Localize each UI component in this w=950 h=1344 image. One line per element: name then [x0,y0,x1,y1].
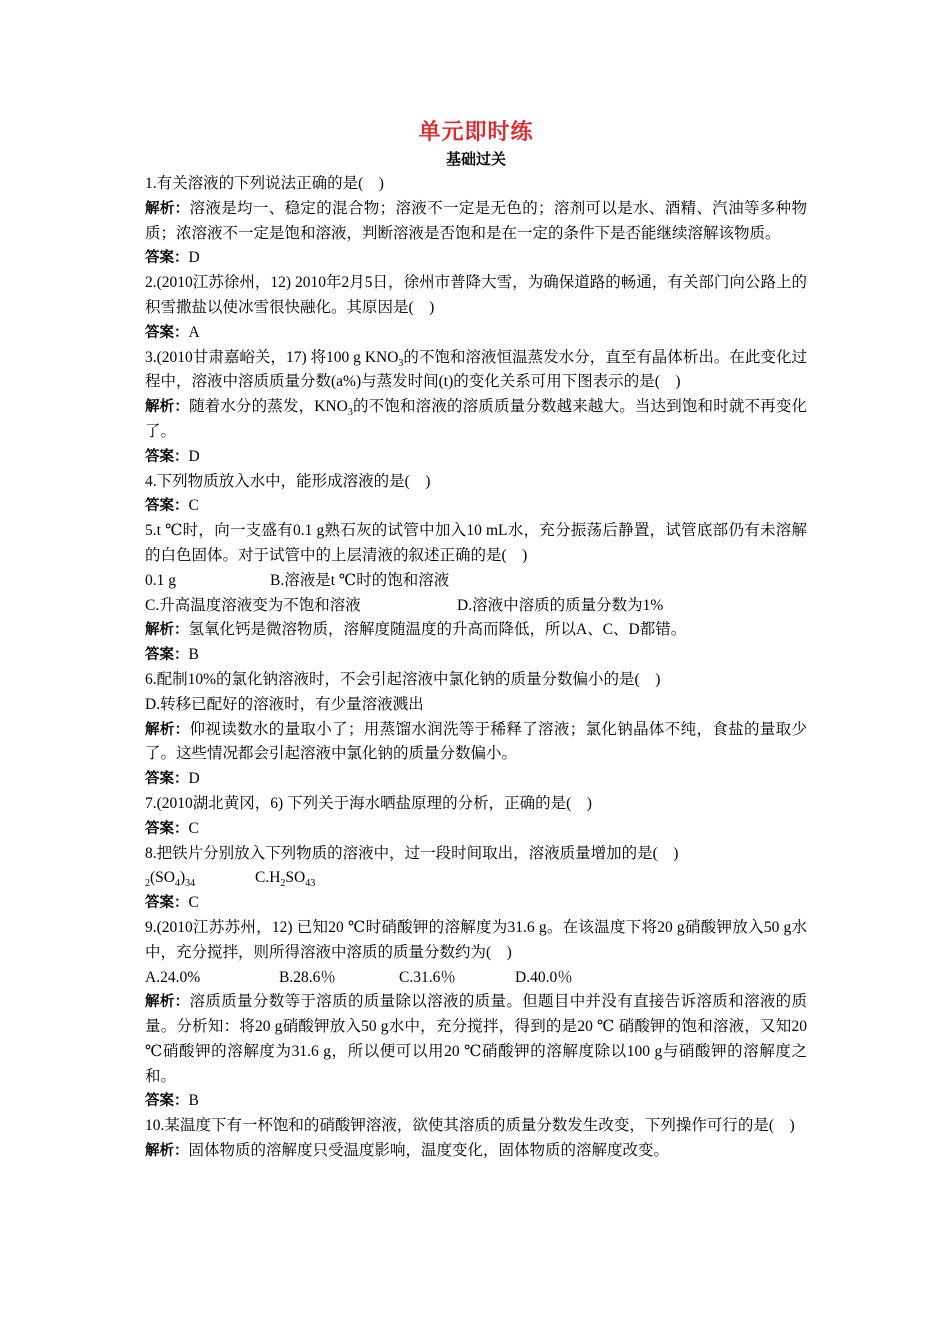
question-10: 10.某温度下有一杯饱和的硝酸钾溶液，欲使其溶质的质量分数发生改变，下列操作可行的是( ) [145,1117,795,1135]
answer-label: 答案： [145,771,189,788]
analysis-label: 解析： [145,1143,189,1160]
option-b: B.28.6％ [279,968,336,986]
subscript: 3 [310,878,316,890]
option-c [255,866,315,891]
answer-label: 答案： [145,1093,189,1110]
analysis-text: 的不饱和溶液的溶质质量分数越来越大。当达到饱和时就不再变化了。 [145,398,807,440]
answer-1 [145,246,807,271]
option-d: D.40.0％ [515,968,573,986]
subscript: 4 [190,878,196,890]
question-text: 3.(2010甘肃嘉峪关，17) 将100 g KNO [145,348,399,366]
answer-value: C [188,894,199,912]
answer-3 [145,445,807,470]
answer-label: 答案： [145,647,189,664]
question-9: 9.(2010江苏苏州，12) 已知20 ℃时硝酸钾的溶解度为31.6 g。在该温度下将20 g硝酸钾放入50 g水中，充分搅拌，则所得溶液中溶质的质量分数约为( ) [145,918,807,961]
answer-5 [145,643,807,668]
subscript: 3 [185,878,191,890]
analysis-text: 溶液是均一、稳定的混合物；溶液不一定是无色的；溶剂可以是水、酒精、汽油等多种物质；浓溶液不一定是饱和溶液，判断溶液是否饱和是在一定的条件下是否能继续溶解该物质。 [145,199,807,242]
answer-9 [145,1089,807,1114]
answer-7 [145,817,807,842]
options-5-row1 [145,569,807,594]
analysis-text: 固体物质的溶解度只受温度影响，温度变化，固体物质的溶解度改变。 [188,1142,670,1160]
option-a: 0.1 g [145,571,176,589]
answer-value: B [188,646,199,664]
subscript: 2 [145,878,150,890]
analysis-label: 解析： [145,721,190,738]
options-8 [145,866,807,891]
analysis-label: 解析： [145,399,189,416]
formula-text: SO [285,869,306,887]
formula-text: ) [179,869,186,887]
analysis-label: 解析： [145,622,189,639]
analysis-10 [145,1139,807,1164]
answer-value: D [188,249,200,267]
question-4: 4.下列物质放入水中，能形成溶液的是( ) [145,472,431,490]
analysis-6 [145,718,807,768]
answer-value: C [188,819,199,837]
analysis-text: 仰视读数水的量取小了；用蒸馏水润洗等于稀释了溶液；氯化钠晶体不纯，食盐的量取少了。这些情况都会引起溶液中氯化钠的质量分数偏小。 [145,720,807,763]
subscript: 4 [174,878,180,890]
page-title: 单元即时练 [418,120,534,145]
analysis-3 [145,395,807,445]
answer-4 [145,494,807,519]
question-6: 6.配制10%的氯化钠溶液时，不会引起溶液中氯化钠的质量分数偏小的是( ) [145,670,661,688]
formula-text: (SO [150,869,175,887]
question-text: 的不饱和溶液恒温蒸发水分，直至有晶体析出。在此变化过程中，溶液中溶质质量分数(a%)与蒸发时间(t)的变化关系可用下图表示的是( ) [145,348,807,391]
subscript: 3 [398,357,404,369]
answer-value: C [188,497,199,515]
answer-value: D [188,447,200,465]
analysis-text: 溶质质量分数等于溶质的质量除以溶液的质量。但题目中并没有直接告诉溶质和溶液的质量。分析知：将20 g硝酸钾放入50 g水中，充分搅拌，得到的是20 ℃ 硝酸钾的饱和溶液，又知20 ℃硝酸钾的溶解度为31.6 g，所以便可以用20 ℃硝酸钾的溶解度除以100 g与硝酸钾的溶解度之和。 [145,993,807,1085]
question-1: 1.有关溶液的下列说法正确的是( ) [145,175,384,192]
analysis-1 [145,197,807,247]
analysis-5 [145,618,807,643]
question-3 [145,346,807,396]
answer-6 [145,767,807,792]
answer-label: 答案： [145,895,189,912]
answer-label: 答案： [145,448,189,465]
analysis-text: 随着水分的蒸发，KNO [188,398,348,416]
formula-text: C.H [255,869,281,887]
options-9 [145,966,807,991]
subscript: 4 [305,878,311,890]
analysis-text: 氢氧化钙是微溶物质，溶解度随温度的升高而降低，所以A、C、D都错。 [188,621,687,639]
question-8: 8.把铁片分别放入下列物质的溶液中，过一段时间取出，溶液质量增加的是( ) [145,844,679,862]
answer-label: 答案： [145,820,189,837]
answer-value: A [188,323,200,341]
answer-2 [145,321,807,346]
option-b: B.溶液是t ℃时的饱和溶液 [270,571,450,589]
answer-value: D [188,770,200,788]
subscript: 2 [280,878,286,890]
answer-label: 答案： [145,250,189,267]
subscript: 3 [347,407,353,419]
analysis-9 [145,990,807,1089]
option-a [145,866,255,891]
option-c: C.升高温度溶液变为不饱和溶液 [145,596,361,614]
option-a: A.24.0% [145,968,201,986]
answer-label: 答案： [145,324,189,341]
option-6-d: D.转移已配好的溶液时，有少量溶液溅出 [145,695,424,713]
section-subtitle: 基础过关 [445,150,506,168]
analysis-label: 解析： [145,994,190,1011]
option-d: D.溶液中溶质的质量分数为1% [457,596,664,614]
question-2: 2.(2010江苏徐州，12) 2010年2月5日，徐州市普降大雪，为确保道路的畅通，有关部门向公路上的积雪撒盐以使冰雪很快融化。其原因是( ) [145,274,807,316]
answer-label: 答案： [145,498,189,515]
option-c: C.31.6％ [399,968,456,986]
document-page [145,118,807,1164]
analysis-label: 解析： [145,200,190,217]
question-5: 5.t ℃时，向一支盛有0.1 g熟石灰的试管中加入10 mL水，充分振荡后静置，试管底部仍有未溶解的白色固体。对于试管中的上层清液的叙述正确的是( ) [145,522,807,564]
answer-value: B [188,1092,199,1110]
question-7: 7.(2010湖北黄冈，6) 下列关于海水晒盐原理的分析，正确的是( ) [145,794,592,812]
answer-8 [145,891,807,916]
options-5-row2 [145,594,807,619]
